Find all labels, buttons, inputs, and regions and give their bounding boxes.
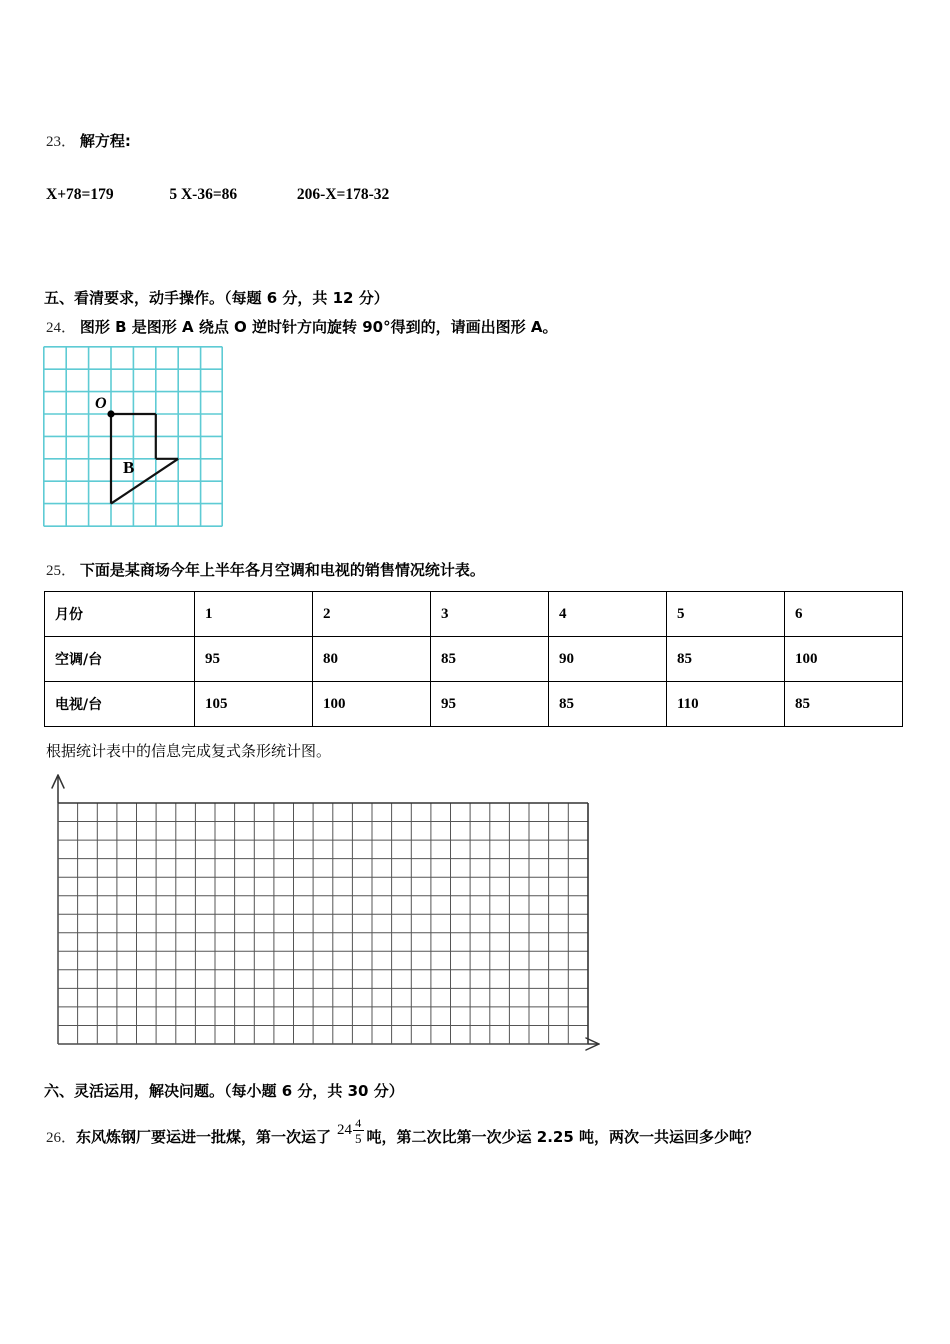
point-o-marker <box>107 410 114 417</box>
cell-month-4: 4 <box>549 592 667 637</box>
cell-month-1: 1 <box>195 592 313 637</box>
rotation-figure <box>43 346 223 527</box>
fraction-denominator: 5 <box>355 1131 362 1147</box>
fraction-numerator: 4 <box>355 1116 362 1130</box>
question-26-line <box>46 1116 759 1152</box>
cell-ac-6: 100 <box>785 637 903 682</box>
cell-month-5: 5 <box>667 592 785 637</box>
equation-2: 5 X-36=86 <box>169 186 238 203</box>
cell-month-6: 6 <box>785 592 903 637</box>
question-26-number: 26． <box>46 1129 77 1146</box>
cell-month-2: 2 <box>313 592 431 637</box>
question-24-line <box>46 320 557 336</box>
cell-tv-3: 95 <box>431 682 549 727</box>
question-23-equations <box>46 187 389 203</box>
fraction-part <box>353 1117 364 1145</box>
cell-ac-3: 85 <box>431 637 549 682</box>
cell-ac-1: 95 <box>195 637 313 682</box>
question-24-number: 24． <box>46 320 77 336</box>
question-23-prompt: 解方程: <box>79 132 131 150</box>
sales-statistics-table <box>44 591 903 727</box>
cell-month-3: 3 <box>431 592 549 637</box>
row-header-television: 电视/台 <box>45 682 195 727</box>
cell-tv-4: 85 <box>549 682 667 727</box>
section-6-heading: 六、灵活运用，解决问题。（每小题 6 分，共 30 分） <box>44 1082 404 1100</box>
question-24-text: 图形 B 是图形 A 绕点 O 逆时针方向旋转 90°得到的，请画出图形 A。 <box>79 318 558 336</box>
mixed-fraction <box>337 1116 364 1147</box>
figure-grid <box>44 347 222 526</box>
question-26-text-before: 东风炼钢厂要运进一批煤，第一次运了 <box>76 1127 332 1146</box>
cell-ac-2: 80 <box>313 637 431 682</box>
equation-3: 206-X=178-32 <box>296 186 390 203</box>
row-header-air-conditioner: 空调/台 <box>45 637 195 682</box>
question-23-number: 23． <box>46 134 77 150</box>
fraction-whole: 24 <box>337 1121 353 1138</box>
cell-tv-5: 110 <box>667 682 785 727</box>
shape-b-label: B <box>123 458 135 477</box>
cell-tv-2: 100 <box>313 682 431 727</box>
cell-tv-1: 105 <box>195 682 313 727</box>
question-26-text-after: 吨，第二次比第一次少运 2.25 吨，两次一共运回多少吨？ <box>366 1127 759 1146</box>
cell-tv-6: 85 <box>785 682 903 727</box>
point-o-label: O <box>95 395 107 412</box>
table-row-air-conditioner <box>45 637 903 682</box>
row-header-month: 月份 <box>45 592 195 637</box>
chart-grid-lines <box>58 803 588 1044</box>
chart-instruction: 根据统计表中的信息完成复式条形统计图。 <box>46 742 332 760</box>
cell-ac-4: 90 <box>549 637 667 682</box>
section-5-heading: 五、看清要求，动手操作。（每题 6 分，共 12 分） <box>44 289 389 307</box>
table-row-television <box>45 682 903 727</box>
question-25-line <box>46 563 485 579</box>
table-row-month <box>45 592 903 637</box>
question-25-number: 25． <box>46 563 77 579</box>
equation-1: X+78=179 <box>46 186 114 203</box>
cell-ac-5: 85 <box>667 637 785 682</box>
question-23-label <box>46 134 131 150</box>
question-25-text: 下面是某商场今年上半年各月空调和电视的销售情况统计表。 <box>79 561 485 579</box>
blank-bar-chart-grid <box>42 772 612 1057</box>
